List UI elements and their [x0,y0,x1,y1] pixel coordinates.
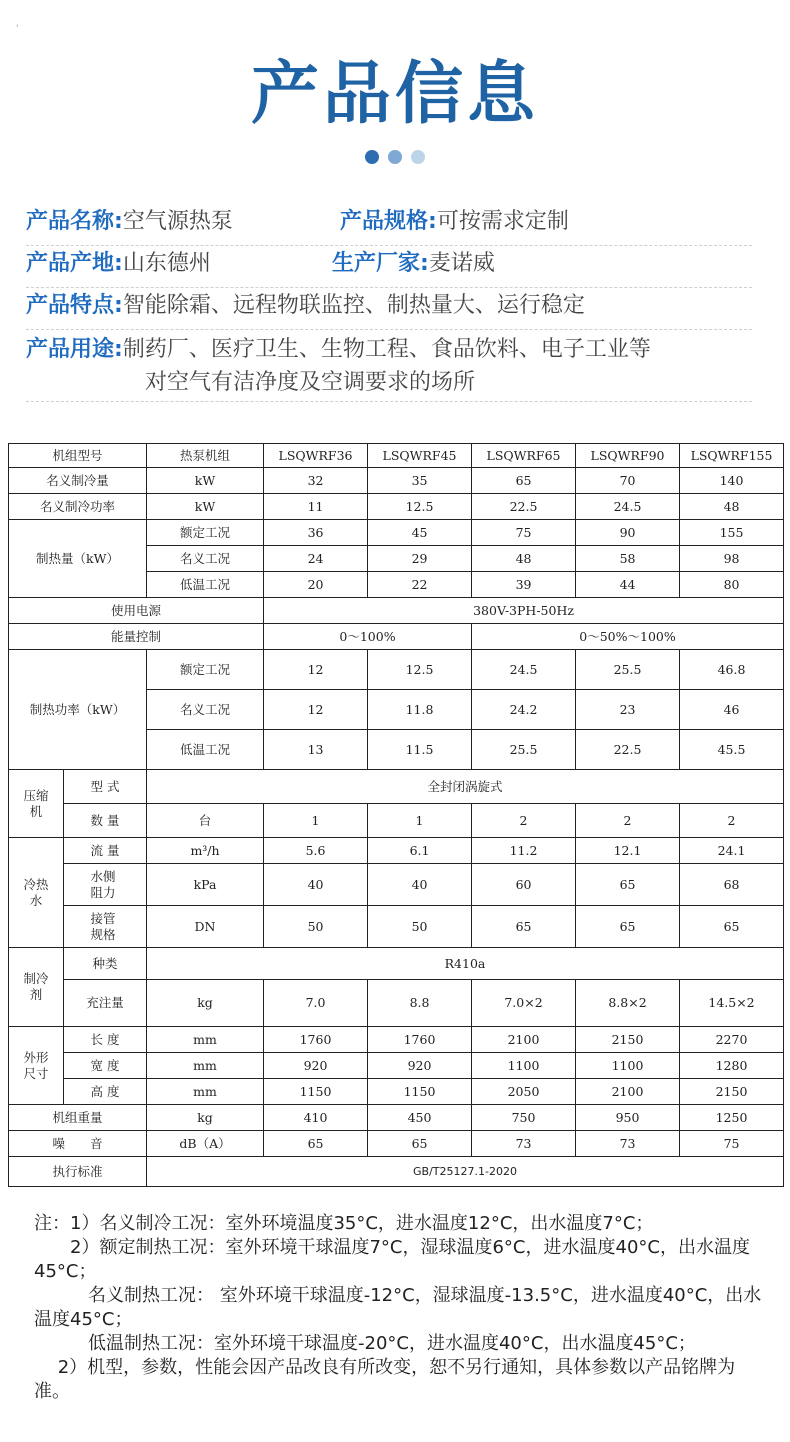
value-cell: 60 [472,864,576,906]
usage-field [26,333,651,367]
row-label: 制热功率（kW） [9,650,147,770]
value-cell: 6.1 [368,838,472,864]
value-cell: 40 [368,864,472,906]
row-label: 执行标准 [9,1157,147,1187]
sub-label: 充注量 [64,980,147,1027]
table-row [9,980,784,1027]
value-cell: 2150 [680,1079,784,1105]
value-cell: 75 [472,520,576,546]
value-cell: 65 [680,906,784,948]
value-cell: GB/T25127.1-2020 [147,1157,784,1187]
table-row [9,770,784,804]
value-cell: 65 [368,1131,472,1157]
value-cell: 24.5 [472,650,576,690]
value-cell: 12 [264,690,368,730]
title-dots [0,150,790,164]
value-cell: 24.2 [472,690,576,730]
value-cell: 2 [576,804,680,838]
value-cell: 24.1 [680,838,784,864]
dot-1 [365,150,379,164]
value-cell: 73 [576,1131,680,1157]
value-cell: 20 [264,572,368,598]
value-cell: 750 [472,1105,576,1131]
value-cell: 73 [472,1131,576,1157]
value-cell: 1250 [680,1105,784,1131]
value-cell: 22.5 [472,494,576,520]
value-cell: 36 [264,520,368,546]
table-row [9,1027,784,1053]
value-cell: 8.8×2 [576,980,680,1027]
value-cell: 65 [472,468,576,494]
value-cell: 1760 [368,1027,472,1053]
value-cell: 45.5 [680,730,784,770]
corner-mark: ' [16,24,19,34]
model-name: LSQWRF36 [264,444,368,468]
spec-value: 可按需求定制 [436,209,569,234]
value-cell: 22.5 [576,730,680,770]
value-cell: 7.0 [264,980,368,1027]
sub-label: 流 量 [64,838,147,864]
table-row [9,520,784,546]
value-cell: 22 [368,572,472,598]
sub-label: 宽 度 [64,1053,147,1079]
page-title: 产品信息 [250,55,539,134]
value-cell: 29 [368,546,472,572]
feature-field [26,289,585,323]
model-label: 机组型号 [9,444,147,468]
unit-cell: m³/h [147,838,264,864]
value-cell: 25.5 [576,650,680,690]
value-cell: 44 [576,572,680,598]
name-field [26,205,233,239]
value-cell: 12.5 [368,494,472,520]
name-label: 产品名称: [26,209,123,234]
value-cell: 48 [680,494,784,520]
condition-cell: 额定工况 [147,520,264,546]
table-row [9,838,784,864]
value-cell: 2270 [680,1027,784,1053]
note-line: 低温制热工况：室外环境干球温度-20°C，进水温度40°C，出水温度45°C； [34,1333,696,1354]
value-cell: 155 [680,520,784,546]
value-cell: 24.5 [576,494,680,520]
value-cell: 68 [680,864,784,906]
table-row [9,1105,784,1131]
maker-label: 生产厂家: [332,251,429,276]
value-cell: 14.5×2 [680,980,784,1027]
dot-3 [411,150,425,164]
value-cell: R410a [147,948,784,980]
value-cell: 24 [264,546,368,572]
unit-cell: kPa [147,864,264,906]
table-row [9,1079,784,1105]
value-cell: 1760 [264,1027,368,1053]
value-cell: 2050 [472,1079,576,1105]
usage-label: 产品用途: [26,337,123,362]
value-cell: 2100 [472,1027,576,1053]
model-name: LSQWRF155 [680,444,784,468]
unit-cell: mm [147,1079,264,1105]
notes [34,1212,764,1404]
value-cell: 40 [264,864,368,906]
row-label: 机组重量 [9,1105,147,1131]
value-cell: 45 [368,520,472,546]
condition-cell: 名义工况 [147,690,264,730]
value-cell: 1 [368,804,472,838]
unit-cell: DN [147,906,264,948]
value-cell: 0～50%～100% [472,624,784,650]
value-cell: 23 [576,690,680,730]
note-line: 注：1）名义制冷工况：室外环境温度35°C，进水温度12°C，出水温度7°C； [34,1213,654,1234]
value-cell: 65 [576,864,680,906]
unit-cell: mm [147,1053,264,1079]
group-label: 制冷剂 [9,948,64,1027]
table-row [9,624,784,650]
value-cell: 450 [368,1105,472,1131]
table-row [9,804,784,838]
value-cell: 0～100% [264,624,472,650]
note-line: 名义制热工况： 室外环境干球温度-12°C，湿球温度-13.5°C，进水温度40°C，出水温度45°C； [34,1285,762,1330]
value-cell: 11.2 [472,838,576,864]
value-cell: 920 [368,1053,472,1079]
row-label: 名义制冷量 [9,468,147,494]
value-cell: 1100 [576,1053,680,1079]
spec-table [8,443,784,1187]
value-cell: 90 [576,520,680,546]
unit-type: 热泵机组 [147,444,264,468]
value-cell: 12 [264,650,368,690]
note-line: 2）机型，参数，性能会因产品改良有所改变，恕不另行通知，具体参数以产品铭牌为准。 [34,1357,736,1402]
group-label: 冷热水 [9,838,64,948]
value-cell: 1100 [472,1053,576,1079]
value-cell: 1 [264,804,368,838]
usage-value-line-1: 制药厂、医疗卫生、生物工程、食品饮料、电子工业等 [122,337,651,362]
row-label: 名义制冷功率 [9,494,147,520]
value-cell: 920 [264,1053,368,1079]
origin-label: 产品产地: [26,251,123,276]
value-cell: 48 [472,546,576,572]
value-cell: 65 [576,906,680,948]
unit-cell: mm [147,1027,264,1053]
value-cell: 7.0×2 [472,980,576,1027]
value-cell: 13 [264,730,368,770]
value-cell: 46.8 [680,650,784,690]
value-cell: 39 [472,572,576,598]
sub-label: 型 式 [64,770,147,804]
table-row [9,1157,784,1187]
model-name: LSQWRF45 [368,444,472,468]
origin-value: 山东德州 [122,251,211,276]
value-cell: 1150 [264,1079,368,1105]
info-row-name-spec [26,205,752,246]
usage-value-line-2: 对空气有洁净度及空调要求的场所 [145,370,476,395]
sub-label: 接管规格 [64,906,147,948]
info-row-usage [26,333,752,402]
sub-label: 长 度 [64,1027,147,1053]
origin-field [26,247,211,281]
value-cell: 2 [680,804,784,838]
value-cell: 32 [264,468,368,494]
condition-cell: 低温工况 [147,730,264,770]
value-cell: 12.1 [576,838,680,864]
value-cell: 12.5 [368,650,472,690]
unit-cell: 台 [147,804,264,838]
value-cell: 11.5 [368,730,472,770]
unit-cell: kg [147,1105,264,1131]
info-row-feature [26,289,752,330]
dot-2 [388,150,402,164]
value-cell: 50 [264,906,368,948]
value-cell: 11 [264,494,368,520]
model-name: LSQWRF90 [576,444,680,468]
maker-field [332,247,495,281]
sub-label: 高 度 [64,1079,147,1105]
unit-cell: kW [147,468,264,494]
value-cell: 1150 [368,1079,472,1105]
value-cell: 70 [576,468,680,494]
row-label: 能量控制 [9,624,264,650]
group-label: 外形尺寸 [9,1027,64,1105]
group-label: 压缩机 [9,770,64,838]
sub-label: 水侧阻力 [64,864,147,906]
sub-label: 种类 [64,948,147,980]
value-cell: 65 [264,1131,368,1157]
feature-value: 智能除霜、远程物联监控、制热量大、运行稳定 [122,293,585,318]
feature-label: 产品特点: [26,293,123,318]
info-row-origin-maker [26,247,752,288]
value-cell: 全封闭涡旋式 [147,770,784,804]
value-cell: 98 [680,546,784,572]
value-cell: 5.6 [264,838,368,864]
value-cell: 2150 [576,1027,680,1053]
value-cell: 380V-3PH-50Hz [264,598,784,624]
table-row [9,1131,784,1157]
table-row [9,598,784,624]
note-line: 2）额定制热工况：室外环境干球温度7°C，湿球温度6°C，进水温度40°C，出水温度45°C； [34,1237,750,1282]
condition-cell: 低温工况 [147,572,264,598]
value-cell: 58 [576,546,680,572]
value-cell: 46 [680,690,784,730]
sub-label: 数 量 [64,804,147,838]
table-row [9,1053,784,1079]
value-cell: 1280 [680,1053,784,1079]
row-label: 制热量（kW） [9,520,147,598]
value-cell: 410 [264,1105,368,1131]
value-cell: 950 [576,1105,680,1131]
value-cell: 50 [368,906,472,948]
table-row [9,494,784,520]
value-cell: 2 [472,804,576,838]
unit-cell: kg [147,980,264,1027]
value-cell: 25.5 [472,730,576,770]
spec-label: 产品规格: [340,209,437,234]
spec-field [340,205,569,239]
row-label: 使用电源 [9,598,264,624]
value-cell: 75 [680,1131,784,1157]
table-row [9,864,784,906]
condition-cell: 额定工况 [147,650,264,690]
row-label: 噪 音 [9,1131,147,1157]
value-cell: 11.8 [368,690,472,730]
table-row [9,948,784,980]
table-row [9,906,784,948]
maker-value: 麦诺威 [428,251,495,276]
value-cell: 35 [368,468,472,494]
model-name: LSQWRF65 [472,444,576,468]
value-cell: 80 [680,572,784,598]
value-cell: 8.8 [368,980,472,1027]
value-cell: 65 [472,906,576,948]
table-row [9,468,784,494]
unit-cell: dB（A） [147,1131,264,1157]
name-value: 空气源热泵 [122,209,233,234]
value-cell: 140 [680,468,784,494]
table-row [9,650,784,690]
unit-cell: kW [147,494,264,520]
table-row [9,444,784,468]
condition-cell: 名义工况 [147,546,264,572]
value-cell: 2100 [576,1079,680,1105]
